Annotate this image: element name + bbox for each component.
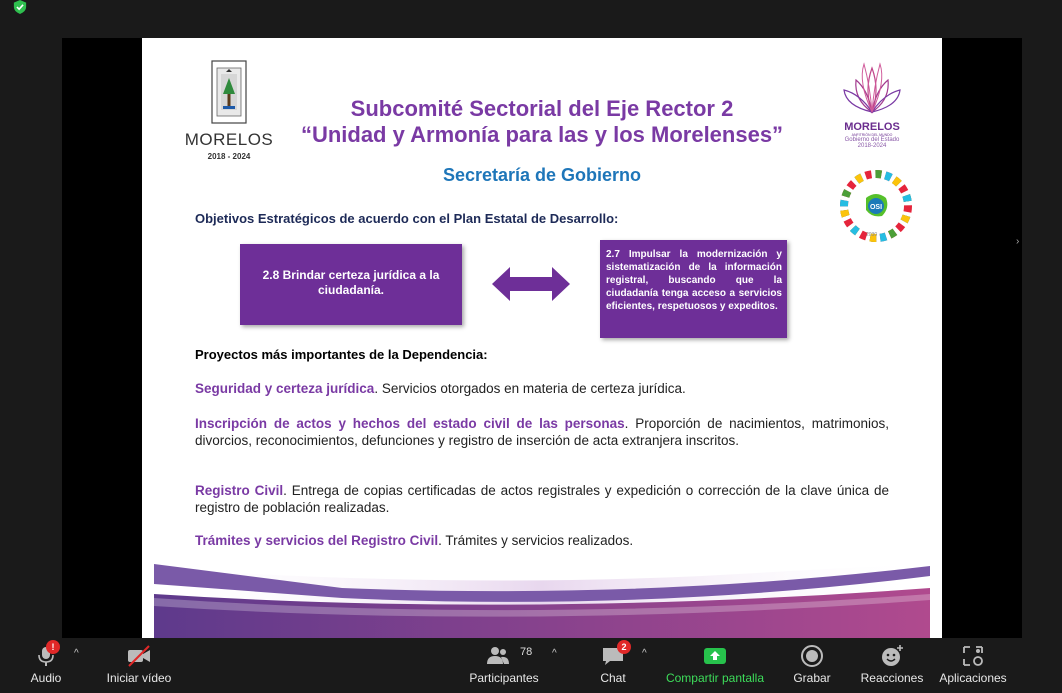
- gob-logo-tagline: ANFITRIÓN DEL MUNDO: [851, 133, 893, 137]
- record-button[interactable]: [790, 638, 834, 693]
- apps-label: Aplicaciones: [939, 671, 1007, 685]
- objective-box-right: 2.7 Impulsar la modernización y sistematización de la información registral, buscando que la ciudadanía tenga acceso a servicios eficientes, respetuosos y expeditos.: [600, 240, 787, 338]
- project-title: Inscripción de actos y hechos del estado civil de las personas: [195, 416, 625, 431]
- apps-icon: [961, 644, 985, 668]
- project-text: . Entrega de copias certificadas de actos registrales y expedición o corrección de la clave única de registro de población realizadas.: [195, 483, 889, 515]
- chat-options-chevron-icon[interactable]: ^: [642, 648, 647, 659]
- project-title: Seguridad y certeza jurídica: [195, 381, 375, 396]
- chat-button[interactable]: [590, 638, 636, 693]
- record-label: Grabar: [793, 671, 831, 685]
- meeting-toolbar: [0, 638, 1062, 693]
- audio-alert-badge: !: [46, 640, 60, 654]
- ods-center-label: OSI: [869, 204, 883, 211]
- share-screen-button[interactable]: [664, 638, 766, 693]
- state-crest-icon: [211, 60, 247, 124]
- participants-count: 78: [520, 646, 533, 658]
- security-shield-icon[interactable]: [12, 0, 28, 14]
- chat-unread-badge: 2: [617, 640, 631, 654]
- participants-icon: [486, 644, 510, 668]
- logo-name: MORELOS: [184, 130, 274, 149]
- objetivos-heading: Objetivos Estratégicos de acuerdo con el Plan Estatal de Desarrollo:: [195, 211, 619, 226]
- slide-subtitle: Secretaría de Gobierno: [442, 165, 642, 185]
- record-icon: [800, 644, 824, 668]
- slide-title: [272, 96, 812, 148]
- objective-box-left: 2.8 Brindar certeza jurídica a la ciudadanía.: [240, 244, 462, 325]
- title-line-1: Subcomité Sectorial del Eje Rector 2: [350, 96, 734, 121]
- gob-logo-years: 2018-2024: [857, 143, 887, 149]
- reactions-button[interactable]: [860, 638, 924, 693]
- presentation-slide: [142, 38, 942, 638]
- proyectos-heading: Proyectos más importantes de la Dependencia:: [195, 347, 488, 362]
- start-video-button[interactable]: [100, 638, 178, 693]
- participants-options-chevron-icon[interactable]: ^: [552, 648, 557, 659]
- video-off-icon: [127, 644, 151, 668]
- audio-label: Audio: [30, 671, 62, 685]
- project-text: . Servicios otorgados en materia de certeza jurídica.: [374, 381, 686, 396]
- video-label: Iniciar vídeo: [106, 671, 172, 685]
- edge-chevron-icon: ›: [1016, 236, 1020, 247]
- audio-options-chevron-icon[interactable]: ^: [74, 648, 79, 659]
- double-arrow-icon: [492, 267, 570, 301]
- audio-button[interactable]: [22, 638, 70, 693]
- reactions-label: Reacciones: [860, 671, 924, 685]
- project-item: [195, 380, 889, 397]
- title-line-2: “Unidad y Armonía para las y los Morelenses”: [300, 122, 784, 147]
- gob-logo-gov: Gobierno del Estado: [844, 137, 900, 143]
- participants-label: Participantes: [469, 671, 539, 685]
- decorative-waves: [142, 528, 942, 638]
- project-title: Registro Civil: [195, 483, 284, 498]
- gob-logo-name: MORELOS: [844, 121, 900, 133]
- share-screen-icon: [703, 644, 727, 668]
- gobierno-logo: [828, 60, 916, 149]
- logo-years: 2018 - 2024: [207, 152, 251, 161]
- morelos-logo: [184, 60, 274, 161]
- project-item: [195, 415, 889, 449]
- project-title: Trámites y servicios del Registro Civil: [195, 533, 439, 548]
- project-text: . Trámites y servicios realizados.: [438, 533, 634, 548]
- project-text: . Proporción de nacimientos, matrimonios, divorcios, reconocimientos, defunciones y registro de inserción de acta extranjera inscritos.: [195, 416, 889, 448]
- smiley-add-icon: [880, 644, 904, 668]
- share-label: Compartir pantalla: [665, 671, 765, 685]
- project-item: [195, 482, 889, 516]
- participants-button[interactable]: [464, 638, 544, 693]
- chat-label: Chat: [600, 671, 626, 685]
- ods-year: 2030: [866, 232, 878, 238]
- lotus-icon: [842, 60, 902, 118]
- apps-button[interactable]: [938, 638, 1008, 693]
